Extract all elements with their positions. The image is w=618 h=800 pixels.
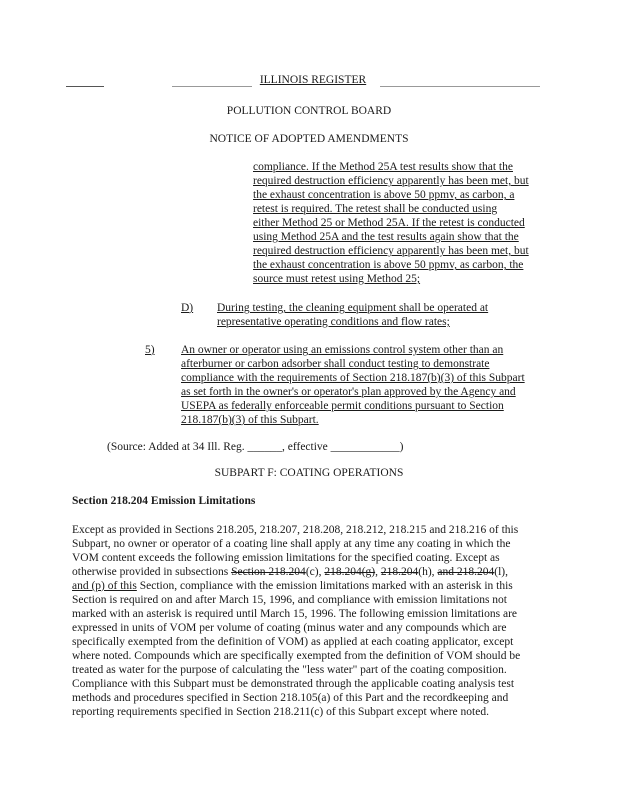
source-note: (Source: Added at 34 Ill. Reg. ______, effective ____________) [107,441,404,453]
item-5-line-2: afterburner or carbon adsorber shall conduct testing to demonstrate [181,358,490,370]
para-line-12: Compliance with this Subpart must be demonstrated through the applicable coating analysis test [72,678,515,690]
cont-line-6: using Method 25A and the test results again show that the [253,231,519,243]
para-line-9: specifically exempted from the definition of VOM) as applied at each coating applicator, except [72,636,514,648]
item-d-label: D) [181,302,194,314]
cont-line-9: source must retest using Method 25; [253,273,421,285]
para-line-4-e: , [375,566,381,578]
para-line-2: Subpart, no owner or operator of a coating line shall apply at any time any coating in which the [72,538,511,550]
para-line-13: methods and procedures specified in Section 218.105(a) of this Part and the recordkeeping and [72,692,509,704]
para-line-3: VOM content exceeds the following emission limitations for the specified coating. Except as [72,552,500,564]
subpart-title: SUBPART F: COATING OPERATIONS [214,467,404,479]
item-5-line-1: An owner or operator using an emissions control system other than an [181,344,504,356]
para-line-8: expressed in units of VOM per volume of coating (minus water and any compounds which are [72,622,507,634]
notice-title: NOTICE OF ADOPTED AMENDMENTS [209,133,409,145]
register-title: ILLINOIS REGISTER [259,74,367,86]
para-line-4-a: otherwise provided in subsections [72,566,232,578]
para-line-5-b: Section, compliance with the emission limitations marked with an asterisk in this [136,580,513,592]
cont-line-4: retest is required. The retest shall be conducted using [253,203,498,215]
para-line-11: treated as water for the purpose of calculating the "less water" part of the coating composition. [72,664,507,676]
item-d-line-1: During testing, the cleaning equipment shall be operated at [217,302,489,314]
item-5-line-6: 218.187(b)(3) of this Subpart. [181,414,319,426]
cont-line-1: compliance. If the Method 25A test results show that the [253,161,513,173]
cont-line-2: required destruction efficiency apparently has been met, but [253,175,529,187]
struck-and-218-204-l: and 218.204 [437,566,495,578]
agency-title: POLLUTION CONTROL BOARD [226,105,392,117]
item-5-line-4: as set forth in the owner's or operator's plan approved by the Agency and [181,386,516,398]
para-line-4-i: (l), [494,566,509,578]
para-line-4 [72,565,508,579]
para-line-7: marked with an asterisk is required until March 15, 1996. The following emission limitations are [72,608,518,620]
struck-218-204-g: 218.204(g) [324,566,376,578]
struck-section-218-204: Section 218.204 [231,566,306,578]
cont-line-5: either Method 25 or Method 25A. If the retest is conducted [253,217,525,229]
para-line-4-c: (c), [305,566,325,578]
item-5-line-3: compliance with the requirements of Section 218.187(b)(3) of this Subpart [181,372,525,384]
para-line-4-g: (h), [418,566,438,578]
para-line-14: reporting requirements specified in Section 218.211(c) of this Subpart except where noted. [72,706,489,718]
item-5-label: 5) [145,344,155,356]
cont-line-8: the exhaust concentration is above 50 ppmv, as carbon, the [253,259,524,271]
inserted-and-p: and (p) of this [72,580,137,592]
para-line-10: where noted. Compounds which are specifically exempted from the definition of VOM should be [72,650,521,662]
para-line-1: Except as provided in Sections 218.205, 218.207, 218.208, 218.212, 218.215 and 218.216 of this [72,524,519,536]
struck-218-204-h: 218.204 [380,566,419,578]
para-line-5 [72,579,513,593]
para-line-6: Section is required on and after March 15, 1996, and compliance with emission limitations not [72,594,507,606]
section-heading: Section 218.204 Emission Limitations [72,495,256,507]
cont-line-7: required destruction efficiency apparently has been met, but [253,245,529,257]
cont-line-3: the exhaust concentration is above 50 ppmv, as carbon, a [253,189,515,201]
item-5-line-5: USEPA as federally enforceable permit conditions pursuant to Section [181,400,504,412]
item-d-line-2: representative operating conditions and flow rates; [217,316,450,328]
